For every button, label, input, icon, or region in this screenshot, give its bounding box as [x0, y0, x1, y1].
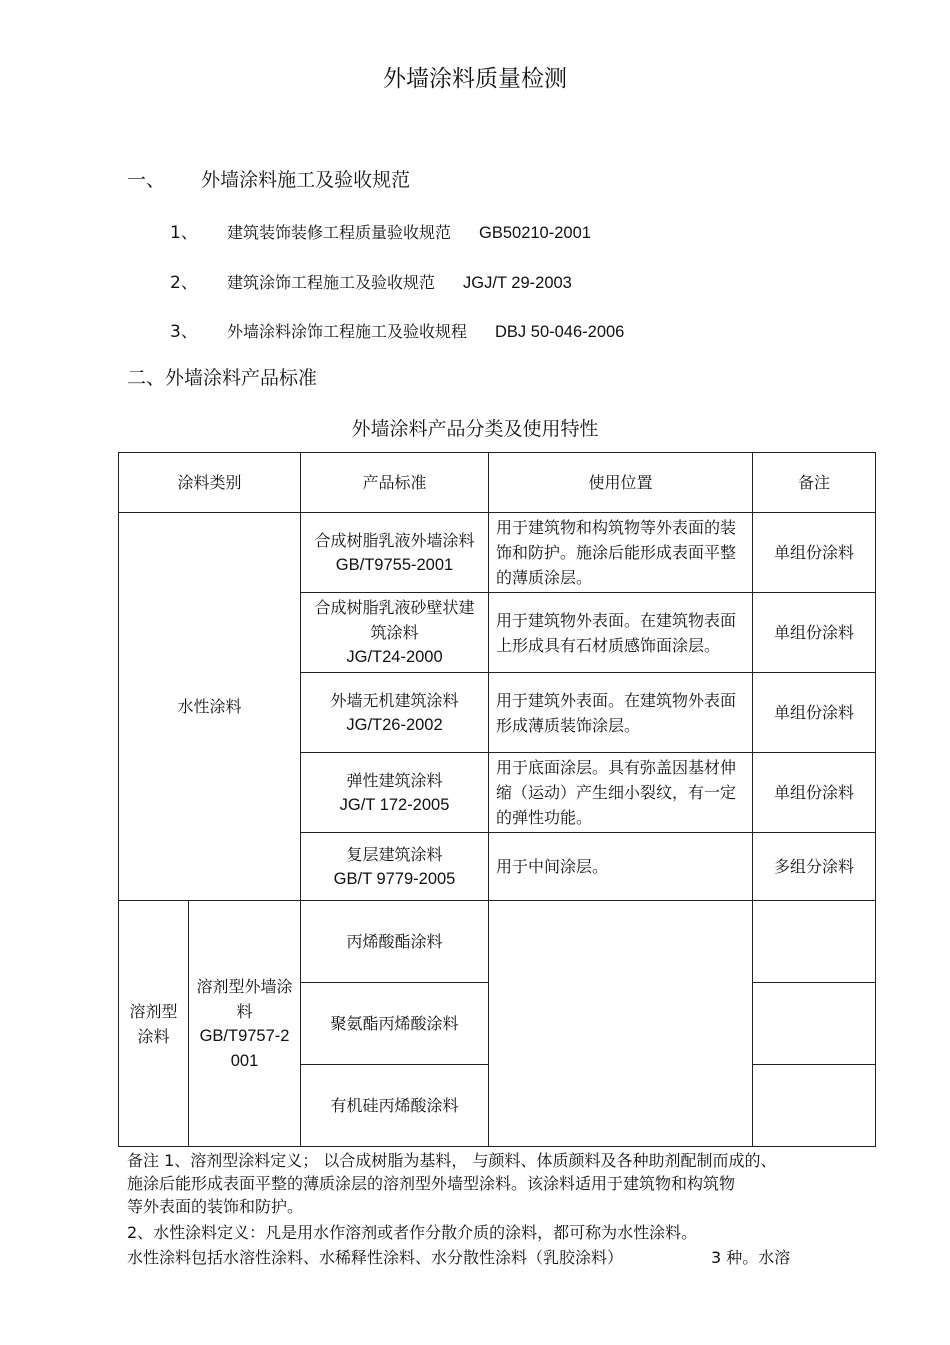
- table-row: [119, 901, 876, 983]
- solvent-subcategory-name: 溶剂型外墙涂料: [196, 976, 293, 1021]
- product-standards-table: [118, 452, 876, 1147]
- usage-cell: 用于建筑物外表面。在建筑物表面上形成具有石材质感饰面涂层。: [489, 593, 753, 673]
- solvent-category: 溶剂型涂料: [119, 901, 189, 1147]
- usage-cell: 用于建筑外表面。在建筑物外表面形成薄质装饰涂层。: [489, 673, 753, 753]
- usage-cell: 用于建筑物和构筑物等外表面的装饰和防护。施涂后能形成表面平整的薄质涂层。: [489, 513, 753, 593]
- standard-item-number: 1、: [170, 223, 198, 243]
- solvent-subcategory-cell: [189, 901, 301, 1147]
- standard-item-3: [170, 317, 624, 342]
- note-cell: 单组份涂料: [753, 593, 876, 673]
- standard-item-code: GB50210-2001: [479, 224, 591, 242]
- product-standard-cell: [301, 593, 489, 673]
- product-standard-cell: [301, 833, 489, 901]
- standard-item-2: [170, 268, 572, 293]
- note-cell: 多组分涂料: [753, 833, 876, 901]
- note-line-1: 备注 1、溶剂型涂料定义； 以合成树脂为基料， 与颜料、体质颜料及各种助剂配制而成的、: [127, 1151, 777, 1170]
- product-name: 合成树脂乳液砂壁状建筑涂料: [314, 598, 475, 642]
- usage-cell: 用于中间涂层。: [489, 833, 753, 901]
- standard-item-code: JGJ/T 29-2003: [463, 274, 572, 292]
- table-caption: 外墙涂料产品分类及使用特性: [351, 418, 599, 440]
- note-line-5: [127, 1247, 790, 1269]
- section1-heading: [127, 165, 410, 192]
- table-header-row: [119, 453, 876, 513]
- note-line-5-tail: 3 种。水溶: [711, 1248, 791, 1267]
- note-cell-empty: [753, 1065, 876, 1147]
- product-code: GB/T9755-2001: [335, 555, 454, 574]
- standard-item-number: 2、: [170, 273, 198, 293]
- section1-title: 外墙涂料施工及验收规范: [201, 169, 411, 191]
- header-category: 涂料类别: [119, 453, 301, 513]
- standard-item-name: 外墙涂料涂饰工程施工及验收规程: [227, 322, 468, 341]
- product-code: GB/T 9779-2005: [333, 869, 456, 888]
- product-name: 合成树脂乳液外墙涂料: [314, 530, 475, 550]
- header-standard: 产品标准: [301, 453, 489, 513]
- product-name: 外墙无机建筑涂料: [330, 690, 459, 710]
- solvent-standard-code: GB/T9757-2001: [199, 1026, 290, 1070]
- table-row: [119, 513, 876, 593]
- note-cell: 单组份涂料: [753, 673, 876, 753]
- product-name: 复层建筑涂料: [346, 844, 443, 864]
- section1-number: 一、: [127, 169, 166, 191]
- standard-item-number: 3、: [170, 322, 198, 342]
- water-based-category: 水性涂料: [119, 513, 301, 901]
- usage-cell: 用于底面涂层。具有弥盖因基材伸缩（运动）产生细小裂纹，有一定的弹性功能。: [489, 753, 753, 833]
- page-title: 外墙涂料质量检测: [383, 66, 567, 92]
- section2-heading: 二、外墙涂料产品标准: [127, 367, 318, 389]
- note-cell-empty: [753, 983, 876, 1065]
- header-note: 备注: [753, 453, 876, 513]
- standard-item-name: 建筑涂饰工程施工及验收规范: [227, 273, 436, 292]
- note-line-4: 2、水性涂料定义：凡是用水作溶剂或者作分散介质的涂料，都可称为水性涂料。: [127, 1223, 698, 1242]
- standard-item-name: 建筑装饰装修工程质量验收规范: [227, 223, 452, 242]
- product-code: JG/T 172-2005: [339, 795, 450, 814]
- standard-item-1: [170, 218, 591, 243]
- product-standard-cell: [301, 513, 489, 593]
- product-standard-cell: 聚氨酯丙烯酸涂料: [301, 983, 489, 1065]
- note-cell: 单组份涂料: [753, 513, 876, 593]
- note-cell: 单组份涂料: [753, 753, 876, 833]
- product-name: 弹性建筑涂料: [346, 770, 443, 790]
- product-standard-cell: 丙烯酸酯涂料: [301, 901, 489, 983]
- header-usage: 使用位置: [489, 453, 753, 513]
- usage-cell-empty: [489, 901, 753, 1147]
- product-code: JG/T26-2002: [346, 715, 443, 734]
- product-standard-cell: [301, 673, 489, 753]
- note-line-3: 等外表面的装饰和防护。: [127, 1197, 304, 1216]
- product-standard-cell: [301, 753, 489, 833]
- product-standard-cell: 有机硅丙烯酸涂料: [301, 1065, 489, 1147]
- standard-item-code: DBJ 50-046-2006: [495, 323, 625, 341]
- product-code: JG/T24-2000: [346, 648, 443, 666]
- note-line-2: 施涂后能形成表面平整的薄质涂层的溶剂型外墙型涂料。该涂料适用于建筑物和构筑物: [127, 1174, 736, 1193]
- note-line-5-text: 水性涂料包括水溶性涂料、水稀释性涂料、水分散性涂料（乳胶涂料）: [127, 1248, 624, 1267]
- note-cell-empty: [753, 901, 876, 983]
